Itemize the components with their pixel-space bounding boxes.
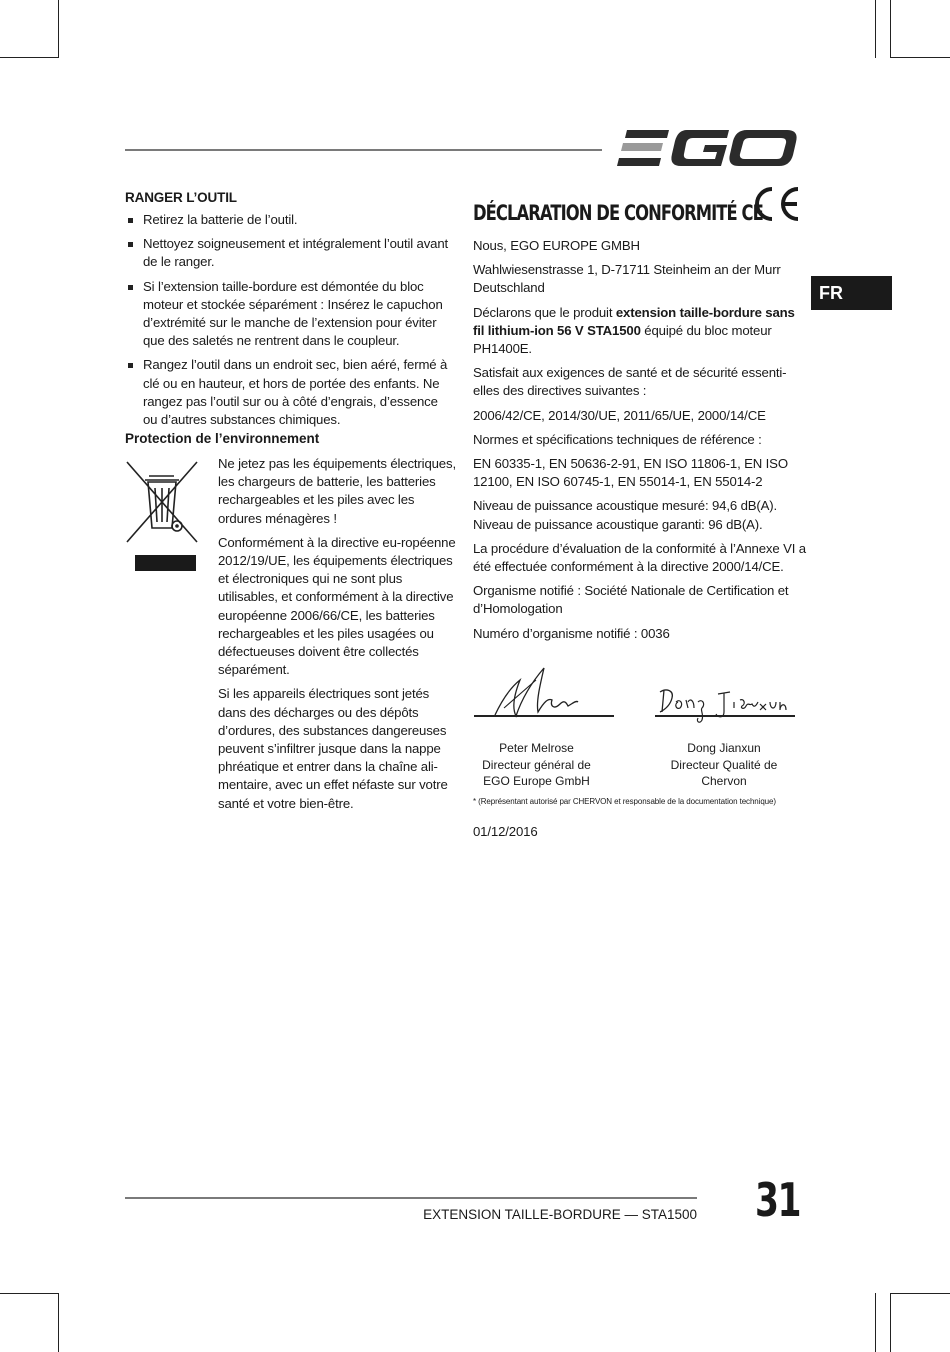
bullet-icon xyxy=(128,363,133,368)
storage-list xyxy=(125,211,455,429)
storage-title: RANGER L’OUTIL xyxy=(125,190,237,205)
standards-list: EN 60335-1, EN 50636-2-91, EN ISO 11806-1, EN ISO 12100, EN ISO 60745-1, EN 55014-1, EN 55014-2 xyxy=(473,456,788,490)
signature-peter-melrose xyxy=(490,660,590,720)
ce-mark-icon xyxy=(752,186,802,222)
environment-paragraph: Conformément à la directive eu-ropéenne 2012/19/UE, les équipements électriques et électroniques qui ne sont plus utilisables, et conformément à la directive européenne 2006/66/CE, les batteries rechargeables et les piles usagées ou défectueuses doivent être collectés séparément. xyxy=(218,534,456,678)
crossed-out-wheelie-bin-icon xyxy=(125,458,200,573)
bullet-icon xyxy=(128,242,133,247)
directives-list: 2006/42/CE, 2014/30/UE, 2011/65/UE, 2000/14/CE xyxy=(473,407,766,423)
signatory-left xyxy=(474,740,599,790)
list-item xyxy=(125,278,455,351)
list-item xyxy=(125,211,455,229)
signature-dong-jianxun xyxy=(656,684,796,726)
procedure-text: La procédure d’évaluation de la conformité à l’Annexe VI a été effectuée conformément à la directive 2000/14/CE. xyxy=(473,540,806,575)
signatory-name: Peter Melrose xyxy=(499,741,574,755)
crop-mark xyxy=(875,1293,876,1352)
language-tab: FR xyxy=(811,276,892,310)
declaration-date: 01/12/2016 xyxy=(473,824,538,839)
crop-mark xyxy=(890,57,950,58)
company-address: Wahlwiesenstrasse 1, D-71711 Steinheim an der Murr Deutschland xyxy=(473,262,781,296)
crop-mark xyxy=(875,0,876,58)
environment-paragraph: Ne jetez pas les équipements électriques, les chargeurs de batterie, les batteries rechargeables et les piles avec les ordures ménagères ! xyxy=(218,456,456,526)
notified-body: Organisme notifié : Société Nationale de Certification et d’Homologation xyxy=(473,583,789,617)
footer-rule xyxy=(125,1197,697,1199)
standards-label: Normes et spécifications techniques de référence : xyxy=(473,431,762,447)
declaration-body xyxy=(473,237,808,649)
header-rule xyxy=(125,149,602,151)
crop-mark xyxy=(58,0,59,58)
signatory-name: Dong Jianxun xyxy=(687,741,761,755)
storage-section xyxy=(125,189,455,435)
environment-text xyxy=(218,455,456,819)
declaration-prefix: Déclarons que le produit xyxy=(473,304,616,320)
signatory-role: Directeur Qualité de Chervon xyxy=(670,757,778,788)
crop-mark xyxy=(0,1293,58,1294)
list-item xyxy=(125,356,455,429)
declaration-suffix: équipé du bloc moteur PH1400E. xyxy=(473,322,772,357)
crop-mark xyxy=(58,1293,59,1352)
environment-title: Protection de l’environnement xyxy=(125,431,320,446)
declaration-title: DÉCLARATION DE CONFORMITÉ CE xyxy=(473,201,763,225)
notified-number: Numéro d’organisme notifié : 0036 xyxy=(473,625,670,641)
requirements-text: Satisfait aux exigences de santé et de sécurité essenti-elles des directives suivantes : xyxy=(473,365,787,399)
signature-line xyxy=(474,715,614,717)
signatory-company: EGO Europe GmbH xyxy=(483,774,590,788)
crop-mark xyxy=(890,1293,891,1352)
crop-mark xyxy=(890,0,891,58)
list-item-text: Si l’extension taille-bordure est démontée du bloc moteur et stockée séparément : Insérez le capuchon d’extrémité sur le manche de l’extension pour éviter que des saletés ne rentrent dans le coupleur. xyxy=(143,278,443,349)
bullet-icon xyxy=(128,285,133,290)
signature-line xyxy=(655,715,795,717)
ego-logo xyxy=(617,128,799,170)
list-item-text: Rangez l’outil dans un endroit sec, bien aéré, fermé à clé ou en hauteur, et hors de portée des enfants. Ne rangez pas l’outil sur ou à côté d’engrais, d’essence ou d’autres substances chimiques. xyxy=(143,357,448,428)
footer-title: EXTENSION TAILLE-BORDURE — STA1500 xyxy=(423,1207,697,1222)
environment-paragraph: Si les appareils électriques sont jetés dans des décharges ou des dépôts d’ordures, des substances dangereuses peuvent s’infiltrer jusque dans la nappe phréatique et entrer dans la chaîne ali-mentaire, avec un effet néfaste sur votre santé et votre bien-être. xyxy=(218,686,448,811)
sound-levels xyxy=(473,497,808,533)
signatory-right xyxy=(652,740,796,790)
signatory-role: Directeur général de xyxy=(482,757,591,772)
bullet-icon xyxy=(128,218,133,223)
list-item-text: Nettoyez soigneusement et intégralement l’outil avant de le ranger. xyxy=(143,236,449,270)
declaration-footnote: * (Représentant autorisé par CHERVON et responsable de la documentation technique) xyxy=(473,797,776,806)
crop-mark xyxy=(0,57,58,58)
list-item-text: Retirez la batterie de l’outil. xyxy=(143,212,298,227)
sound-guaranteed: Niveau de puissance acoustique garanti: 96 dB(A). xyxy=(473,516,763,532)
page-number: 31 xyxy=(754,1173,800,1227)
crop-mark xyxy=(890,1293,950,1294)
product-declaration xyxy=(473,304,808,359)
sound-measured: Niveau de puissance acoustique mesuré: 94,6 dB(A). xyxy=(473,498,778,514)
list-item xyxy=(125,235,455,271)
product-name: extension taille-bordure sans fil lithium-ion 56 V STA1500 xyxy=(473,304,795,338)
company-name: Nous, EGO EUROPE GMBH xyxy=(473,238,640,253)
